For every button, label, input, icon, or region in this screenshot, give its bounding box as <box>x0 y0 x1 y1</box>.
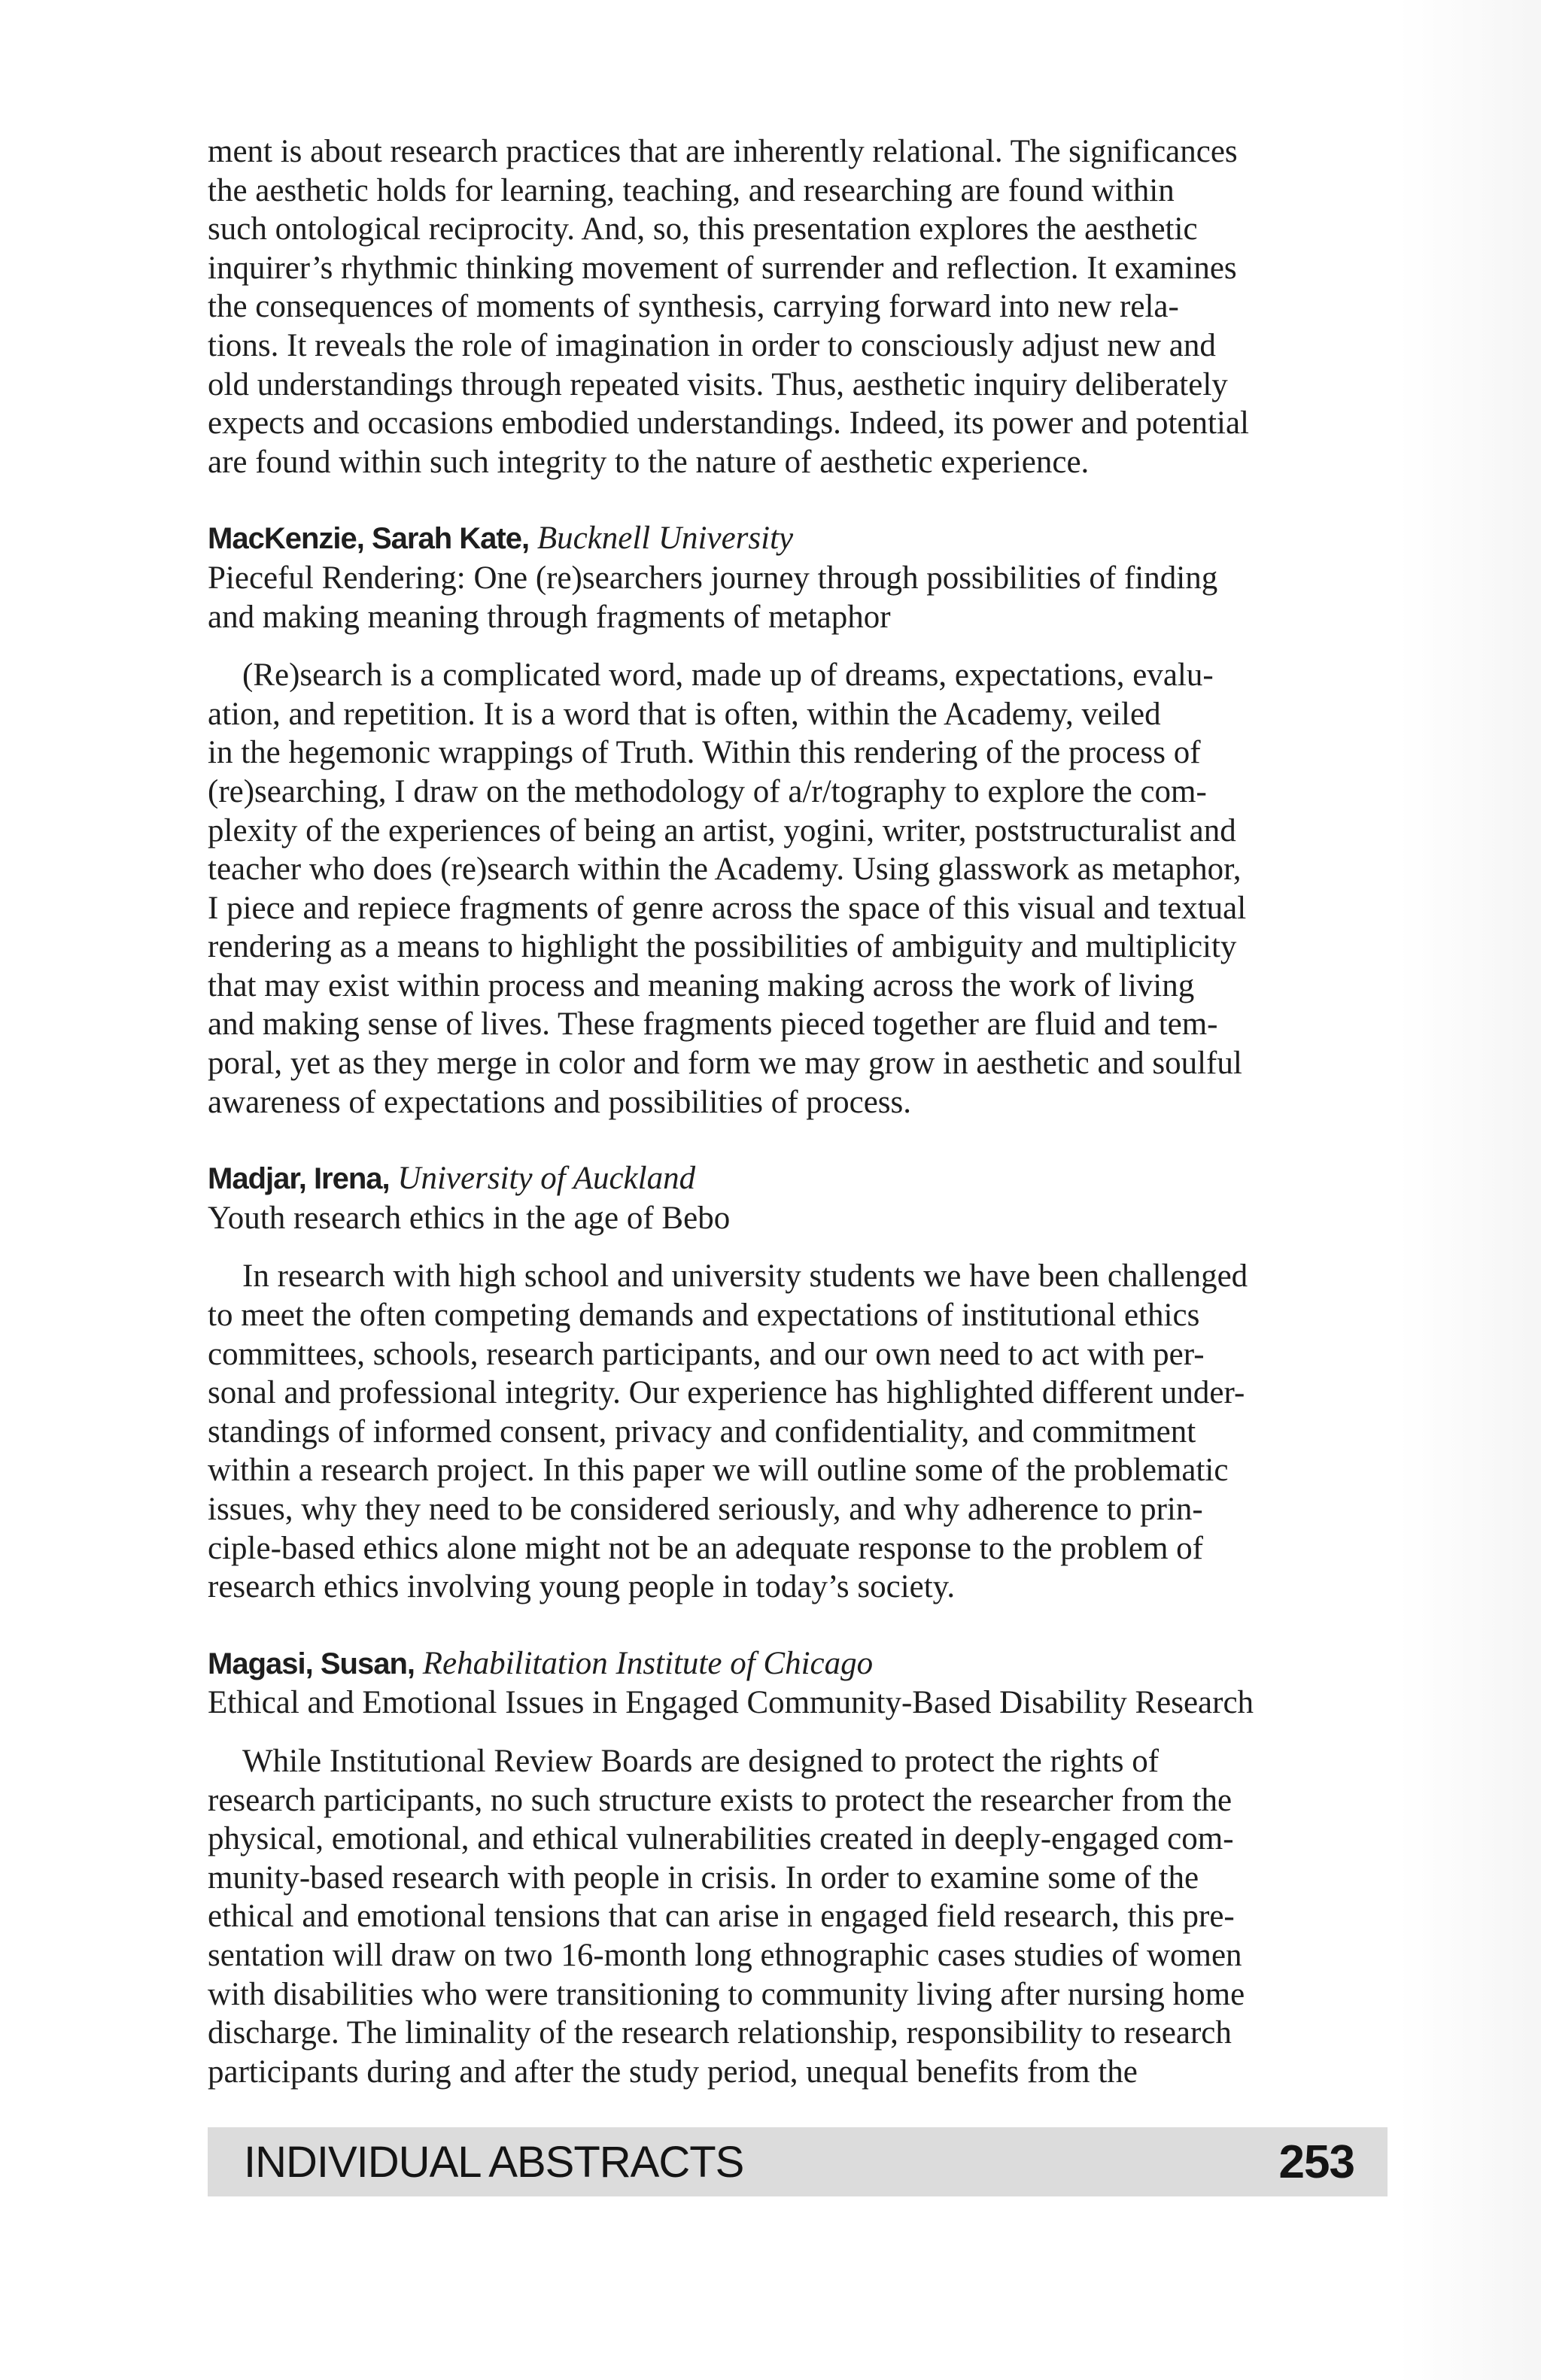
text-line: ciple-based ethics alone might not be an adequate response to the problem of <box>208 1530 1204 1566</box>
text-line: committees, schools, research participants, and our own need to act with per- <box>208 1336 1205 1372</box>
text-line: to meet the often competing demands and expectations of institutional ethics <box>208 1298 1200 1334</box>
text-line: such ontological reciprocity. And, so, this presentation explores the aesthetic <box>208 211 1198 247</box>
text-line: tions. It reveals the role of imagination in order to consciously adjust new and <box>208 327 1216 363</box>
page-number: 253 <box>1278 2136 1354 2188</box>
entry-header <box>208 1644 1391 1684</box>
text-line: ethical and emotional tensions that can arise in engaged field research, this pre- <box>208 1899 1235 1935</box>
author-name: MacKenzie, Sarah Kate, <box>208 522 530 556</box>
text-line: standings of informed consent, privacy and confidentiality, and commitment <box>208 1413 1196 1450</box>
text-line: and making sense of lives. These fragments pieced together are fluid and tem- <box>208 1006 1218 1043</box>
text-line: inquirer’s rhythmic thinking movement of surrender and reflection. It examines <box>208 250 1237 286</box>
author-name: Magasi, Susan, <box>208 1647 415 1680</box>
author-name: Madjar, Irena, <box>208 1162 390 1196</box>
abstract-text <box>208 656 1391 1122</box>
text-line: sentation will draw on two 16-month long ethnographic cases studies of women <box>208 1937 1242 1973</box>
text-line: old understandings through repeated visits. Thus, aesthetic inquiry deliberately <box>208 366 1228 402</box>
text-line: discharge. The liminality of the research relationship, responsibility to research <box>208 2015 1232 2051</box>
section-title: INDIVIDUAL ABSTRACTS <box>244 2137 744 2187</box>
text-line: ment is about research practices that are inherently relational. The significances <box>208 134 1238 169</box>
page-edge-shading <box>1398 0 1541 2380</box>
text-line: poral, yet as they merge in color and form we may grow in aesthetic and soulful <box>208 1046 1242 1082</box>
text-line: within a research project. In this paper we will outline some of the problematic <box>208 1453 1229 1489</box>
text-line: rendering as a means to highlight the possibilities of ambiguity and multiplicity <box>208 929 1237 965</box>
text-line: research participants, no such structure exists to protect the researcher from the <box>208 1782 1232 1818</box>
text-line: While Institutional Review Boards are designed to protect the rights of <box>242 1743 1160 1779</box>
entry-header <box>208 1159 1391 1199</box>
text-line: Youth research ethics in the age of Bebo <box>208 1200 731 1236</box>
text-line: in the hegemonic wrappings of Truth. Within this rendering of the process of <box>208 735 1201 771</box>
text-line: In research with high school and university students we have been challenged <box>242 1258 1248 1295</box>
entry-header <box>208 519 1391 559</box>
continued-abstract-paragraph <box>208 132 1391 481</box>
institution: Bucknell University <box>536 521 794 557</box>
text-line: awareness of expectations and possibilities of process. <box>208 1084 911 1120</box>
abstract-text <box>208 1257 1391 1606</box>
abstract-entry <box>208 1644 1391 2092</box>
text-line: and making meaning through fragments of metaphor <box>208 599 891 635</box>
abstract-entry <box>208 519 1391 1122</box>
text-column <box>208 132 1391 2091</box>
text-line: Ethical and Emotional Issues in Engaged Community-Based Disability Research <box>208 1685 1254 1721</box>
text-line: expects and occasions embodied understandings. Indeed, its power and potential <box>208 405 1249 442</box>
text-line: sonal and professional integrity. Our experience has highlighted different under- <box>208 1375 1245 1411</box>
text-line: that may exist within process and meaning making across the work of living <box>208 967 1195 1003</box>
text-line: I piece and repiece fragments of genre across the space of this visual and textual <box>208 890 1247 926</box>
text-line: teacher who does (re)search within the Academy. Using glasswork as metaphor, <box>208 852 1242 888</box>
running-footer <box>208 2127 1388 2196</box>
text-line: with disabilities who were transitioning to community living after nursing home <box>208 1976 1245 2012</box>
text-line: participants during and after the study period, unequal benefits from the <box>208 2054 1138 2090</box>
text-line: issues, why they need to be considered seriously, and why adherence to prin- <box>208 1492 1203 1527</box>
text-line: the consequences of moments of synthesis, carrying forward into new rela- <box>208 289 1179 325</box>
abstract-entry <box>208 1159 1391 1607</box>
text-line: research ethics involving young people in today’s society. <box>208 1569 956 1605</box>
text-line: are found within such integrity to the nature of aesthetic experience. <box>208 444 1090 480</box>
abstract-entries <box>208 519 1391 2091</box>
text-line: physical, emotional, and ethical vulnerabilities created in deeply-engaged com- <box>208 1821 1234 1857</box>
presentation-title <box>208 1199 1391 1238</box>
institution: Rehabilitation Institute of Chicago <box>422 1645 874 1681</box>
text-line: munity-based research with people in crisis. In order to examine some of the <box>208 1859 1199 1896</box>
text-line: (re)searching, I draw on the methodology of a/r/tography to explore the com- <box>208 773 1207 809</box>
abstract-text <box>208 1742 1391 2091</box>
presentation-title <box>208 1683 1391 1723</box>
text-line: plexity of the experiences of being an artist, yogini, writer, poststructuralist and <box>208 812 1236 848</box>
text-line: Pieceful Rendering: One (re)searchers journey through possibilities of finding <box>208 560 1218 596</box>
text-line: ation, and repetition. It is a word that is often, within the Academy, veiled <box>208 696 1161 732</box>
presentation-title <box>208 559 1391 636</box>
institution: University of Auckland <box>397 1161 696 1197</box>
text-line: the aesthetic holds for learning, teaching, and researching are found within <box>208 172 1175 208</box>
text-line: (Re)search is a complicated word, made up of dreams, expectations, evalu- <box>242 657 1214 694</box>
